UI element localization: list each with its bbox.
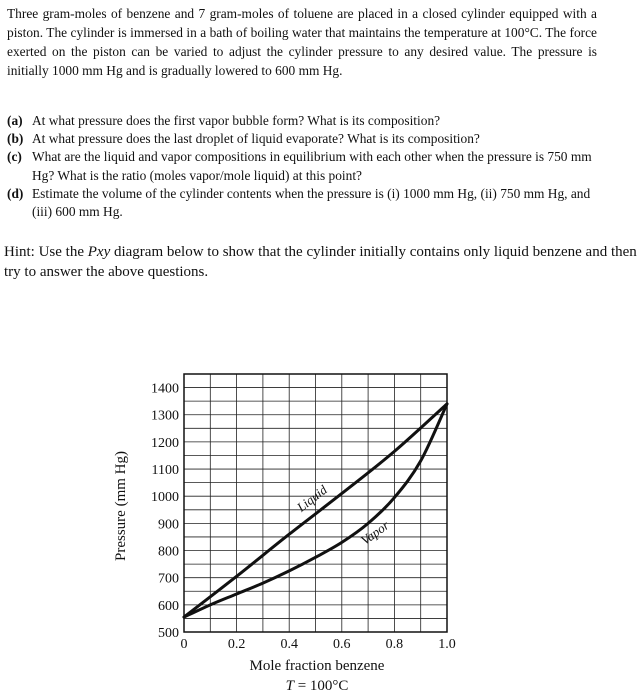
part-text: At what pressure does the first vapor bubble form? What is its composition? <box>32 113 441 128</box>
part-letter: (a) <box>7 113 23 128</box>
part-text: Estimate the volume of the cylinder contents when the pressure is (i) 1000 mm Hg, (ii) 750 mm Hg, and (iii) 600 mm Hg. <box>32 185 591 220</box>
x-tick-labels <box>181 637 456 652</box>
temp-symbol: T <box>285 678 294 694</box>
x-tick-label: 0.8 <box>385 637 404 652</box>
part-letter: (d) <box>7 185 24 201</box>
y-tick-label: 800 <box>158 544 179 560</box>
y-tick-label: 600 <box>158 598 179 614</box>
part-text: At what pressure does the last droplet of liquid evaporate? What is its composition? <box>32 131 480 147</box>
y-tick-label: 1400 <box>151 381 179 397</box>
part-letter: (c) <box>7 149 22 165</box>
x-axis-sublabel <box>286 678 349 694</box>
part-letter: (b) <box>7 131 24 147</box>
y-tick-label: 1000 <box>151 490 179 506</box>
hint-pxy: Pxy <box>87 244 111 260</box>
hint-before: Hint: Use the <box>4 244 88 260</box>
x-tick-label: 0.4 <box>280 637 298 652</box>
vapor-curve-label: Vapor <box>357 517 392 548</box>
temp-value: = 100°C <box>293 678 349 694</box>
part-text: What are the liquid and vapor compositions in equilibrium with each other when the pressure is 750 mm Hg? What is the ratio (moles vapor/mole liquid) at this point? <box>32 149 592 183</box>
x-axis-label: Mole fraction benzene <box>249 658 385 674</box>
y-tick-label: 1200 <box>151 435 179 451</box>
x-tick-label: 0 <box>180 637 188 652</box>
hint-after: diagram below to show that the cylinder initially contains only liquid benzene and then try to answer the above questions. <box>4 244 637 280</box>
y-tick-label: 700 <box>158 571 179 587</box>
y-tick-labels <box>151 382 179 641</box>
liquid-curve-label: Liquid <box>293 481 330 515</box>
y-tick-label: 1300 <box>151 408 179 424</box>
y-tick-label: 1100 <box>151 463 179 479</box>
x-tick-label: 0.6 <box>333 637 351 652</box>
y-tick-label: 500 <box>158 626 179 641</box>
x-tick-label: 0.2 <box>227 637 246 652</box>
problem-intro: Three gram-moles of benzene and 7 gram-moles of toluene are placed in a closed cylinder equipped with a piston. The cylinder is immersed in a bath of boiling water that maintains the temperature at 100°C. The force exerted on the piston can be varied to adjust the cylinder pressure to any desired value. The pressure is initially 1000 mm Hg and is gradually lowered to 600 mm Hg. <box>7 6 597 78</box>
y-tick-label: 900 <box>158 517 179 533</box>
x-tick-label: 1.0 <box>438 637 456 652</box>
y-axis-label: Pressure (mm Hg) <box>113 451 129 561</box>
